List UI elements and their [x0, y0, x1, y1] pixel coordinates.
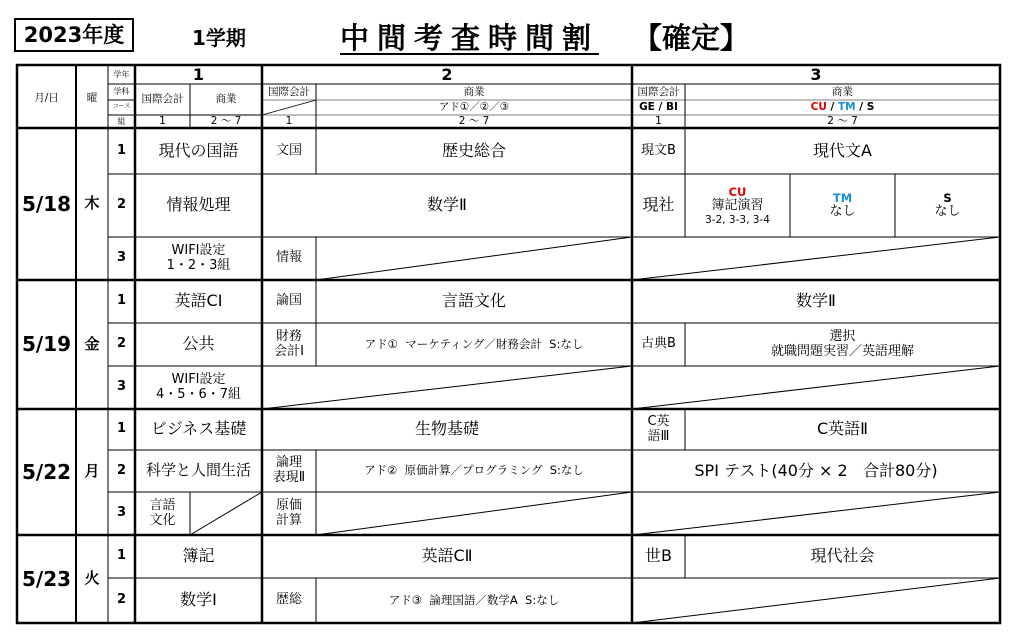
period-number: 1 — [116, 142, 127, 158]
exam-subject: 歴総 — [275, 592, 302, 608]
g1-commerce: 商業 — [215, 93, 237, 106]
exam-subject: ビジネス基礎 — [150, 419, 247, 439]
exam-subject-line: 会計Ⅰ — [274, 343, 304, 359]
g1-class-1: 1 — [159, 115, 166, 128]
grade-1-header: 1 — [192, 64, 205, 84]
s-course-cell — [895, 176, 1000, 236]
g3-course-commerce — [685, 100, 1000, 115]
exam-subject: 歴史総合 — [441, 140, 506, 160]
wifi-setup-classes: 4・5・6・7組 — [155, 386, 242, 402]
exam-subject: 数学Ⅰ — [180, 590, 217, 610]
period-number: 2 — [116, 462, 127, 478]
exam-subject-line: 原価 — [275, 497, 302, 513]
exam-subject: 言語文化 — [441, 291, 506, 311]
period-number: 1 — [116, 293, 127, 309]
exam-subject-cell — [262, 492, 316, 535]
g1-class-2-7: 2 ～ 7 — [210, 115, 242, 128]
exam-subject: アド① マーケティング／財務会計 S:なし — [364, 336, 584, 351]
wifi-setup-classes: 1・2・3組 — [166, 257, 231, 273]
exam-subject: C英語Ⅱ — [816, 419, 869, 439]
exam-subject: 簿記 — [182, 546, 215, 566]
weekday-col-header: 曜 — [86, 91, 98, 104]
exam-subject: 論国 — [275, 293, 302, 309]
exam-subject: 現文B — [641, 142, 676, 158]
period-number: 2 — [116, 197, 127, 213]
exam-subject-line: 言語 — [149, 497, 176, 513]
exam-subject-line: 表現Ⅱ — [272, 470, 306, 485]
spi-test: SPI テスト(40分 × 2 合計80分) — [694, 460, 938, 480]
g2-class-2-7: 2 ～ 7 — [458, 115, 490, 128]
cu-label: CU — [728, 184, 747, 199]
exam-subject: なし — [934, 204, 961, 220]
exam-subject: 数学Ⅱ — [796, 291, 836, 311]
exam-subject-line: 財務 — [275, 328, 302, 344]
exam-subject: 現社 — [642, 195, 675, 215]
exam-subject-line: C英 — [647, 413, 670, 429]
tm-label: TM — [832, 190, 853, 205]
wifi-setup-cell — [135, 366, 262, 409]
grade-label: 学年 — [113, 70, 130, 80]
g3-commerce: 商業 — [832, 85, 853, 98]
weekday-5-22: 月 — [84, 462, 100, 481]
exam-subject-line: 文化 — [149, 512, 176, 528]
exam-subject: なし — [829, 204, 856, 220]
period-number: 1 — [116, 548, 127, 564]
exam-subject: 現代社会 — [810, 546, 875, 566]
exam-subject-line: 語Ⅲ — [647, 428, 670, 444]
course-sep-2: / — [855, 101, 867, 114]
g2-course: アド①／②／③ — [438, 101, 510, 114]
g1-intl-accounting: 国際会計 — [141, 93, 184, 106]
exam-subject: 古典B — [641, 336, 676, 352]
date-col-header: 月/日 — [34, 91, 59, 104]
exam-subject: 公共 — [182, 334, 215, 354]
wifi-setup-cell — [135, 237, 262, 280]
g2-intl-accounting: 国際会計 — [268, 85, 310, 98]
period-number: 1 — [116, 421, 127, 437]
g3-class-2-7: 2 ～ 7 — [827, 115, 858, 128]
period-number: 2 — [116, 592, 127, 608]
exam-subject: 数学Ⅱ — [427, 195, 467, 215]
wifi-setup-label: WIFI設定 — [171, 242, 226, 258]
exam-subject: 文国 — [275, 142, 302, 158]
exam-subject: 科学と人間生活 — [145, 461, 251, 480]
exam-subject-cell — [262, 450, 316, 492]
class-list: 3-2, 3-3, 3-4 — [705, 214, 770, 227]
elective-label: 選択 — [829, 328, 856, 344]
weekday-5-18: 木 — [84, 194, 100, 213]
exam-subject: 簿記演習 — [711, 198, 764, 214]
date-5-22: 5/22 — [21, 459, 72, 484]
exam-subject: 世B — [645, 546, 672, 566]
period-number: 3 — [116, 250, 127, 266]
wifi-setup-label: WIFI設定 — [171, 371, 226, 387]
exam-subject-cell — [135, 492, 190, 535]
s-label: S — [943, 190, 952, 205]
grade-2-header: 2 — [441, 64, 453, 84]
grade-3-header: 3 — [810, 64, 822, 84]
elective-cell — [685, 323, 1000, 366]
course-s: S — [866, 101, 875, 114]
exam-subject-cell — [632, 409, 685, 450]
exam-subject: 情報 — [275, 250, 302, 266]
exam-subject: アド② 原価計算／プログラミング S:なし — [364, 463, 584, 478]
exam-subject: アド③ 論理国語／数学A S:なし — [388, 592, 560, 607]
g3-class-1: 1 — [655, 115, 662, 128]
course-cu: CU — [810, 101, 827, 114]
tm-course-cell — [790, 176, 895, 236]
exam-subject-cell — [262, 323, 316, 366]
exam-subject: 英語CⅡ — [421, 546, 473, 566]
department-label: 学科 — [113, 87, 130, 97]
exam-subject-line: 論理 — [275, 455, 302, 471]
cu-course-cell — [685, 176, 790, 236]
date-5-23: 5/23 — [21, 566, 72, 591]
exam-subject-line: 計算 — [275, 512, 302, 528]
date-5-18: 5/18 — [21, 191, 72, 216]
course-sep-1: / — [826, 101, 839, 114]
exam-subject: 英語CⅠ — [174, 291, 223, 311]
date-5-19: 5/19 — [21, 332, 72, 356]
status-label: 【確定】 — [633, 21, 750, 55]
period-number: 2 — [116, 336, 127, 352]
g3-intl-accounting: 国際会計 — [637, 85, 680, 98]
course-tm: TM — [838, 101, 856, 114]
school-year: 2023年度 — [14, 18, 134, 52]
g3-course-intl: GE / BI — [639, 101, 678, 114]
class-label: 組 — [117, 116, 126, 126]
period-number: 3 — [116, 505, 127, 521]
weekday-5-19: 金 — [84, 334, 100, 353]
weekday-5-23: 火 — [84, 569, 100, 588]
g2-commerce: 商業 — [463, 85, 485, 98]
exam-subject: 現代の国語 — [158, 140, 239, 160]
course-label: コース — [112, 103, 131, 111]
exam-subject: 生物基礎 — [414, 419, 479, 439]
page-title: 中間考査時間割 — [340, 21, 600, 55]
elective-subjects: 就職問題実習／英語理解 — [770, 343, 914, 359]
exam-subject: 情報処理 — [166, 195, 231, 215]
exam-subject: 現代文A — [813, 140, 872, 160]
g2-class-1: 1 — [285, 115, 293, 128]
term-label: 1学期 — [192, 26, 246, 50]
period-number: 3 — [116, 379, 127, 395]
